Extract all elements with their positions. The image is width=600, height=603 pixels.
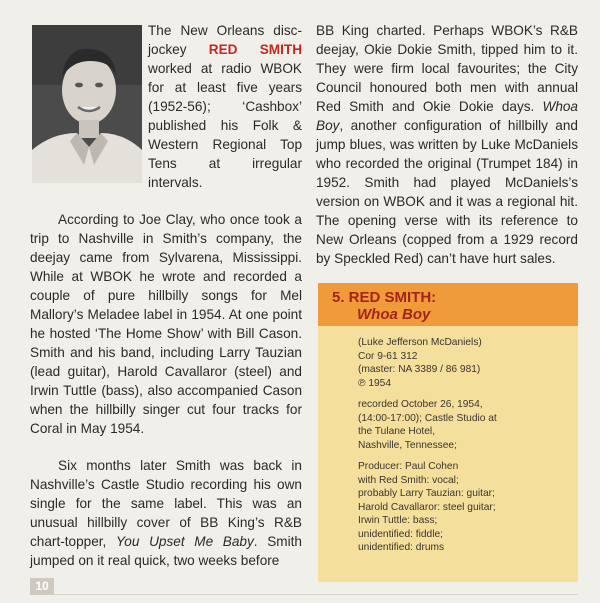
paragraph-4-text: BB King charted. Perhaps WBOK’s R&B deejay, Okie Dokie Smith, tipped him to it. They were firm local favourites; the City Council honoured both men with annual Red Smith and Okie Dokie days. [316, 23, 578, 114]
songwriter: (Luke Jefferson McDaniels) [358, 337, 482, 348]
footer-rule [30, 594, 578, 595]
recording-city: Nashville, Tennessee; [358, 439, 457, 451]
track-details [318, 326, 578, 555]
personnel-line: Harold Cavallaror: steel guitar; [358, 501, 496, 513]
song-title-italic: You Upset Me Baby [115, 534, 254, 549]
personnel-line: unidentified: fiddle; [358, 528, 443, 540]
track-number-artist: 5. RED SMITH: [332, 289, 437, 306]
paragraph-3-text: Six months later Smith was back in Nashville’s Castle Studio recording his own single for the same label. This was an unusual hillbilly cover of BB King’s R&B chart-topper, [30, 458, 302, 549]
artist-name: RED SMITH [208, 42, 303, 57]
personnel-line: with Red Smith: vocal; [358, 474, 459, 486]
paragraph-2: According to Joe Clay, who once took a trip to Nashville in Smith’s company, the deejay came from Sylvarena, Mississippi. While at WBOK he wrote and recorded a couple of pure hillbilly songs for Mel Mallory’s Meladee label in 1954. At one point he hosted ‘The Home Show’ with Bill Cason. Smith and his band, including Larry Tauzian (lead guitar), Harold Cavallaror (steel) and Irwin Tuttle (bass), also accompanied Cason when the hillbilly singer cut four tracks for Coral in May 1954. [30, 212, 302, 436]
track-title: Whoa Boy [357, 306, 431, 323]
intro-paragraph [148, 21, 302, 192]
copyright-year: ℗ 1954 [358, 377, 391, 389]
recording-date: recorded October 26, 1954, [358, 399, 483, 410]
recording-info [358, 398, 578, 452]
paragraph-3-text-end: . Smith jumped on it real quick, two weeks before [30, 534, 302, 568]
paragraph-4-text-end: , another configuration of hillbilly and jump blues, was written by Luke McDaniels who recorded the original (Trumpet 184) in 1952. Smith had played McDaniels’s version on WBOK and it was a regional hit. The opening verse with its reference to New Orleans (copped from a 1929 record by Speckled Red) can’t have hurt sales. [316, 118, 578, 266]
track-info-card [318, 283, 578, 582]
paragraph-4 [316, 21, 578, 268]
recording-time: (14:00-17:00); Castle Studio at [358, 412, 497, 424]
intro-text-after: worked at radio WBOK for at least five years (1952-56); ‘Cashbox’ published his Folk & Western Regional Top Tens at irregular intervals. [148, 61, 302, 190]
catalog-number: Cor 9-61 312 [358, 350, 418, 362]
personnel-info [358, 460, 578, 555]
master-number: (master: NA 3389 / 86 981) [358, 364, 481, 375]
personnel-line: Producer: Paul Cohen [358, 461, 459, 472]
track-header [318, 283, 578, 326]
paragraph-3 [30, 456, 302, 570]
personnel-line: probably Larry Tauzian: guitar; [358, 488, 495, 499]
personnel-line: Irwin Tuttle: bass; [358, 515, 438, 526]
release-info [358, 336, 578, 390]
left-column [30, 21, 302, 570]
song-title-italic: Whoa Boy [316, 99, 578, 133]
intro-text-before: The New Orleans disc-jockey [148, 23, 302, 57]
personnel-line: unidentified: drums [358, 542, 445, 553]
right-column [316, 21, 578, 268]
recording-venue: the Tulane Hotel, [358, 426, 436, 437]
page-number: 10 [30, 578, 54, 595]
